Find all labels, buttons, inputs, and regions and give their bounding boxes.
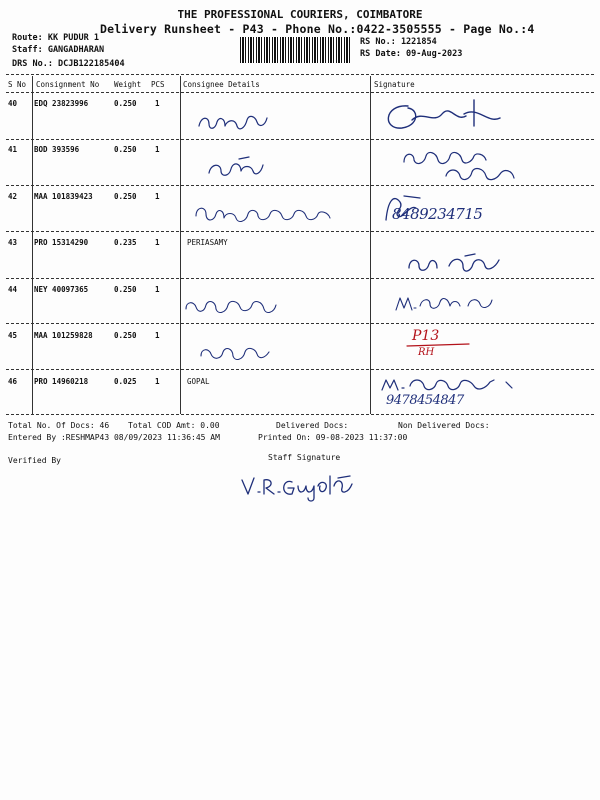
row-pcs: 1 (155, 192, 160, 201)
row-consignment: BOD 393596 (34, 145, 80, 154)
row-consignment: PRO 14960218 (34, 377, 89, 386)
row-weight: 0.250 (114, 192, 137, 201)
row-weight: 0.250 (114, 331, 137, 340)
staff-signature (238, 470, 368, 504)
row-pcs: 1 (155, 238, 160, 247)
col-header-consignee: Consignee Details (183, 80, 260, 89)
col-header-signature: Signature (374, 80, 415, 89)
rs-date: RS Date: 09-Aug-2023 (360, 49, 463, 59)
row-consignment: MAA 101259828 (34, 331, 93, 340)
handwritten-code-sub: RH (418, 347, 435, 358)
signature-row-41 (400, 146, 540, 186)
row-pcs: 1 (155, 331, 160, 340)
row-weight: 0.235 (114, 238, 137, 247)
verified-by-label: Verified By (8, 456, 61, 465)
row-sno: 46 (8, 377, 18, 386)
non-delivered-docs: Non Delivered Docs: (398, 421, 490, 430)
rs-number: RS No.: 1221854 (360, 37, 437, 47)
row-pcs: 1 (155, 145, 160, 154)
row-divider (6, 278, 594, 279)
company-name: THE PROFESSIONAL COURIERS, COIMBATORE (177, 8, 423, 21)
row-consignment: PRO 15314290 (34, 238, 89, 247)
column-divider (32, 76, 33, 414)
staff-signature-label: Staff Signature (268, 453, 341, 462)
row-weight: 0.025 (114, 377, 137, 386)
row-weight: 0.250 (114, 145, 137, 154)
row-pcs: 1 (155, 99, 160, 108)
handwritten-consignee-name (180, 293, 300, 319)
row-pcs: 1 (155, 377, 160, 386)
row-weight: 0.250 (114, 99, 137, 108)
handwritten-consignee-name (205, 153, 285, 181)
col-header-weight: Weight (114, 80, 142, 89)
total-docs: Total No. Of Docs: 46 (8, 421, 110, 430)
total-cod-amount: Total COD Amt: 0.00 (128, 421, 220, 430)
row-sno: 43 (8, 238, 18, 247)
row-sno: 41 (8, 145, 18, 154)
entered-by: Entered By :RESHMAP43 08/09/2023 11:36:45 AM (8, 433, 220, 442)
signature-row-43 (405, 250, 515, 276)
col-header-consignment: Consignment No (36, 80, 100, 89)
delivered-docs: Delivered Docs: (276, 421, 349, 430)
staff-label: Staff: GANGADHARAN (12, 45, 105, 55)
table-bottom-rule (6, 414, 594, 415)
row-consignment: NEY 40097365 (34, 285, 89, 294)
signature-row-45-underline (405, 342, 475, 356)
row-sno: 45 (8, 331, 18, 340)
handwritten-code: P13 (412, 328, 440, 344)
row-weight: 0.250 (114, 285, 137, 294)
row-sno: 40 (8, 99, 18, 108)
column-divider (180, 76, 181, 414)
row-consignee: PERIASAMY (187, 238, 228, 247)
col-header-pcs: PCS (151, 80, 165, 89)
barcode (240, 37, 350, 63)
handwritten-consignee-name (195, 340, 285, 366)
route-label: Route: KK PUDUR 1 (12, 33, 99, 43)
handwritten-consignee-name (195, 108, 285, 136)
table-header-rule (6, 92, 594, 93)
row-sno: 44 (8, 285, 18, 294)
row-divider (6, 139, 594, 140)
signature-row-44 (392, 290, 502, 316)
handwritten-consignee-name (190, 200, 360, 228)
row-divider (6, 231, 594, 232)
printed-on: Printed On: 09-08-2023 11:37:00 (258, 433, 408, 442)
runsheet-title: Delivery Runsheet - P43 - Phone No.:0422-3505555 - Page No.:4 (100, 22, 535, 36)
row-divider (6, 369, 594, 370)
column-divider (370, 76, 371, 414)
table-top-rule (6, 74, 594, 75)
handwritten-phone-number: 8489234715 (392, 205, 483, 223)
row-consignee: GOPAL (187, 377, 210, 386)
row-sno: 42 (8, 192, 18, 201)
drs-number: DRS No.: DCJB122185404 (12, 59, 125, 69)
row-divider (6, 323, 594, 324)
col-header-sno: S No (8, 80, 27, 89)
row-consignment: EDQ 23823996 (34, 99, 89, 108)
row-consignment: MAA 101839423 (34, 192, 93, 201)
row-pcs: 1 (155, 285, 160, 294)
signature-row-40 (378, 96, 518, 136)
handwritten-phone-number: 9478454847 (386, 393, 464, 408)
